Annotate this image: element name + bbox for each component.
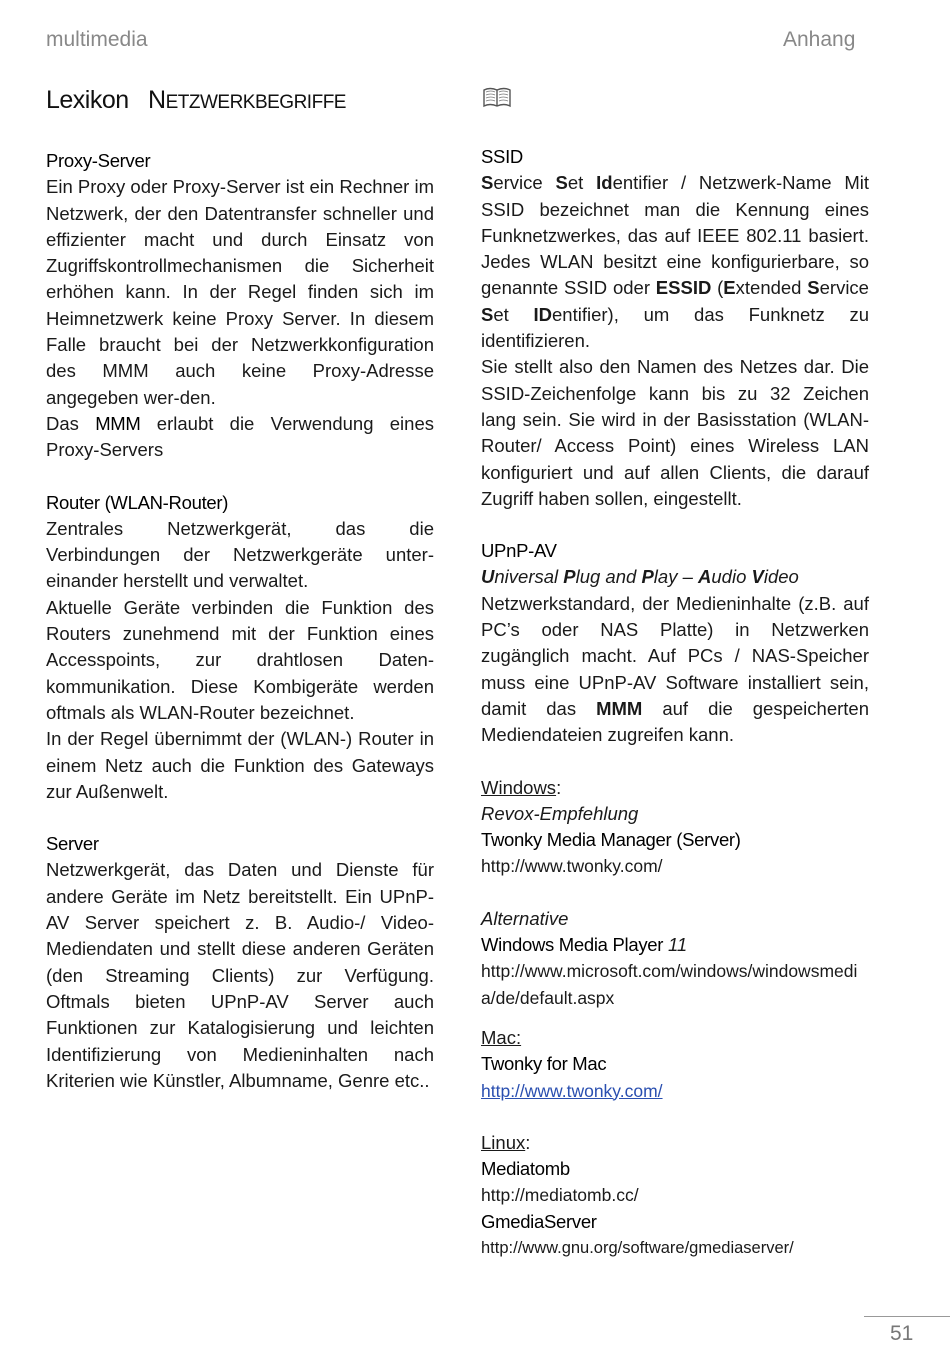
proxy-mmm: MMM <box>95 412 141 434</box>
router-text-1: Zentrales Netzwerkgerät, das die Verbindungen der Netzwerkgeräte unter-einander herstellt und verwaltet. <box>46 517 434 592</box>
twonky-mac-name: Twonky for Mac <box>481 1053 607 1075</box>
revox-recommendation: Revox-Empfehlung <box>481 802 639 824</box>
server-heading: Server <box>46 833 99 855</box>
upnp-text: Netzwerkstandard, der Medieninhalte (z.B. auf PC’s oder NAS Platte) in Netzwerken zugänglich macht. Auf PCs / NAS-Speicher muss eine UPnP-AV Software installiert sein, damit das MMM auf die gespeicherten Mediendateien zugreifen kann. <box>481 592 869 746</box>
footer-rule <box>864 1316 950 1317</box>
proxy-heading: Proxy-Server <box>46 150 151 171</box>
microsoft-url[interactable]: http://www.microsoft.com/windows/windowsmedia/de/default.aspx <box>481 961 858 1008</box>
header-left: multimedia <box>46 28 148 51</box>
title-main: Lexikon <box>46 86 129 114</box>
mediatomb-name: Mediatomb <box>481 1158 570 1180</box>
wmp-name: Windows Media Player 11 <box>481 934 688 956</box>
gmedia-name: GmediaServer <box>481 1210 597 1232</box>
windows-label: Windows: <box>481 776 562 798</box>
title-sub <box>148 86 346 114</box>
mac-label: Mac: <box>481 1026 522 1048</box>
twonky-mac-link[interactable]: http://www.twonky.com/ <box>481 1080 663 1101</box>
page-number: 51 <box>890 1322 914 1345</box>
router-heading: Router (WLAN-Router) <box>46 491 229 513</box>
ssid-text: Service Set Identifier / Netzwerk-Name Mit SSID bezeichnet man die Kennung eines Funknetzwerkes, das auf IEEE 802.11 basiert. Jedes WLAN besitzt eine konfigurierbare, so genannte SSID oder ESSID (Extended Service Set IDentifier), um das Funknetz zu identifizieren. <box>481 172 870 352</box>
header-right: Anhang <box>783 28 856 51</box>
proxy-text: Ein Proxy oder Proxy-Server ist ein Rechner im Netzwerk, der den Datentransfer schneller und effizienter macht und durch Einsatz von Zugriffskontrollmechanismen die Sicherheit erhöhen kann. In der Regel finden sich im Heimnetzwerk keine Proxy Server. In diesem Falle braucht bei der Netzwerkkonfiguration des MMM auch keine Proxy-Adresse angegeben wer-den. <box>46 176 434 408</box>
proxy-mmm-post: erlaubt die Verwendung eines Proxy-Servers <box>46 412 434 461</box>
linux-label: Linux: <box>481 1131 531 1153</box>
upnp-expansion: Universal Plug and Play – Audio Video <box>481 566 799 588</box>
left-column <box>46 148 434 1094</box>
ssid-text-2: Sie stellt also den Namen des Netzes dar. Die SSID-Zeichenfolge kann bis zu 32 Zeichen lang sein. Sie wird in der Basisstation (WLAN-Router/ Access Point) eines Wireless LAN konfiguriert und auf allen Clients, die darauf Zugriff haben sollen, eingestellt. <box>481 356 869 509</box>
page-title <box>46 86 346 115</box>
twonky-server-name: Twonky Media Manager (Server) <box>481 829 741 851</box>
title-sub-first: N <box>148 86 166 114</box>
ssid-heading: SSID <box>481 146 523 167</box>
server-text: Netzwerkgerät, das Daten und Dienste für andere Geräte im Netz bereitstellt. Ein UPnP-AV Server speichert z. B. Audio-/ Video-Mediendaten und stellt diese anderen Geräten (den Streaming Clients) zur Verfügung. Oftmals bieten UPnP-AV Server auch Funktionen zur Katalogisierung und leichten Identifizierung von Medieninhalten nach Kriterien wie Künstler, Albumname, Genre etc.. <box>46 859 434 1091</box>
router-text-2: Aktuelle Geräte verbinden die Funktion des Routers zunehmend mit der Funktion eines Accesspoints, zur drahtlosen Daten-kommunikation. Diese Kombigeräte werden oftmals als WLAN-Router bezeichnet. <box>46 596 434 723</box>
router-text-3: In der Regel übernimmt der (WLAN-) Router in einem Netz auch die Funktion des Gateways zur Außenwelt. <box>46 728 434 802</box>
right-column <box>481 144 869 1261</box>
mediatomb-url[interactable]: http://mediatomb.cc/ <box>481 1185 639 1206</box>
gmedia-url[interactable]: http://www.gnu.org/software/gmediaserver/ <box>481 1238 794 1257</box>
book-icon <box>482 86 512 110</box>
proxy-mmm-text <box>46 411 434 464</box>
alternative-label: Alternative <box>481 907 569 929</box>
proxy-mmm-pre: Das <box>46 412 96 434</box>
upnp-heading: UPnP-AV <box>481 540 557 562</box>
twonky-url[interactable]: http://www.twonky.com/ <box>481 856 663 877</box>
title-sub-rest: ETZWERKBEGRIFFE <box>165 92 346 113</box>
